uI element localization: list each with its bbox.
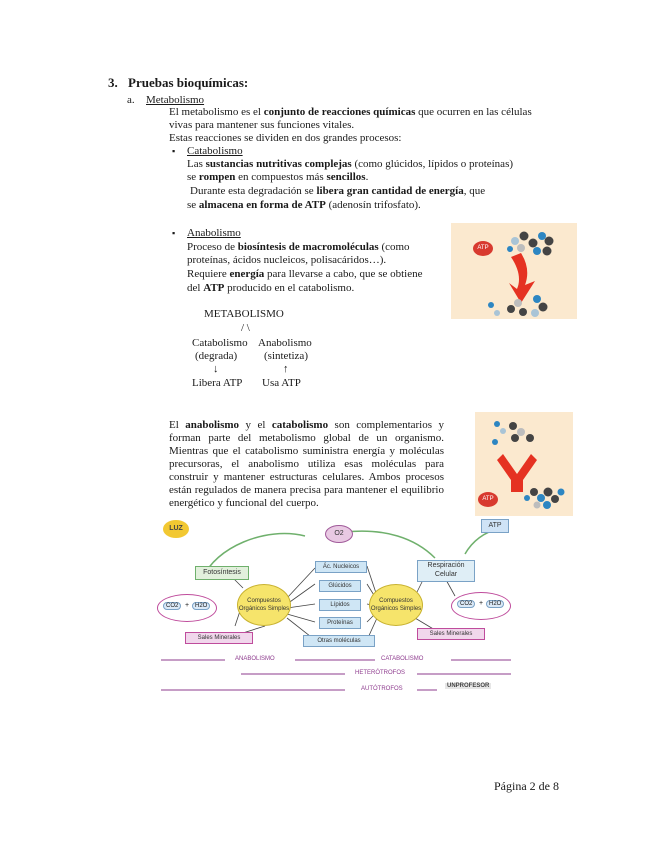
page-number: Página 2 de 8 [494,779,559,793]
co2-h2o-right [451,592,511,620]
bullet-icon: ▪ [172,228,176,238]
subsection-title: Metabolismo [146,94,205,106]
scheme-right-sub: (sintetiza) [264,350,308,362]
sales-minerales-left: Sales Minerales [185,632,253,644]
molecule-box: Lípidos [319,599,361,611]
co2-h2o-left [157,594,217,622]
scheme-top: METABOLISMO [204,308,284,320]
scheme-left-sub: (degrada) [195,350,238,362]
catabolismo-line-3: Durante esta degradación se libera gran cantidad de energía, que [190,185,486,197]
anabolismo-line-3: Requiere energía para llevarse a cabo, que se obtiene [187,268,423,280]
section-number: 3. [108,75,118,90]
anabolismo-title: Anabolismo [187,227,241,239]
respiracion-box: Respiración Celular [417,560,475,582]
complex-molecule-icon [507,232,554,256]
compuestos-left: Compuestos Orgánicos Simples [237,584,291,626]
molecule-box: Otras moléculas [303,635,375,647]
anabolism-illustration [475,412,573,516]
co2-label: CO2 [457,600,475,608]
scheme-left-bottom: Libera ATP [192,377,243,389]
catabolism-illustration [451,223,577,319]
bullet-icon: ▪ [172,146,176,156]
anabolismo-line-4: del ATP producido en el catabolismo. [187,282,355,294]
catabolismo-line-2: se rompen en compuestos más sencillos. [187,171,369,183]
scheme-right: Anabolismo [258,337,312,349]
intro-line-2: vivas para mantener sus funciones vitales. [169,119,355,131]
plus-icon: + [185,602,190,609]
anabolismo-label: ANABOLISMO [235,656,275,662]
luz-label: LUZ [163,520,189,538]
co2-label: CO2 [163,602,181,610]
catabolismo-label: CATABOLISMO [381,656,424,662]
o2-label: O2 [325,525,353,543]
fotosintesis-box: Fotosíntesis [195,566,249,580]
anabolismo-line-1: Proceso de biosíntesis de macromoléculas (como [187,241,410,253]
compuestos-right: Compuestos Orgánicos Simples [369,584,423,626]
atp-badge: ATP [478,492,498,507]
scheme-left-arrow: ↓ [213,363,219,375]
molecule-box: Ác. Nucleicos [315,561,367,573]
complex-molecule-icon [524,488,565,510]
red-merge-arrow-icon [497,454,537,492]
metabolism-diagram [155,518,523,700]
intro-line-1: El metabolismo es el conjunto de reacciones químicas que ocurren en las células [169,106,532,118]
red-arrow-icon [509,253,535,303]
molecule-box: Glúcidos [319,580,361,592]
catabolismo-title: Catabolismo [187,145,243,157]
subsection-marker: a. [127,94,135,106]
h2o-label: H2O [192,602,210,610]
anabolismo-line-2: proteínas, ácidos nucleicos, polisacáridos…). [187,254,387,266]
intro-line-3: Estas reacciones se dividen en dos grandes procesos: [169,132,402,144]
brand-logo: UNPROFESOR [447,683,490,689]
catabolismo-line-1: Las sustancias nutritivas complejas (como glúcidos, lípidos o proteínas) [187,158,514,170]
molecule-box: Proteínas [319,617,361,629]
autotrofos-label: AUTÓTROFOS [361,686,403,692]
simple-molecules-icon [488,295,548,317]
scheme-branches: / \ [241,322,250,334]
scheme-right-arrow: ↑ [283,363,289,375]
simple-molecules-icon [492,421,534,445]
scheme-left: Catabolismo [192,337,248,349]
atp-badge: ATP [473,241,493,256]
atp-label: ATP [481,519,509,533]
h2o-label: H2O [486,600,504,608]
closing-paragraph: El anabolismo y el catabolismo son complementarios y forman parte del metabolismo global de un organismo. Mientras que el catabolismo suministra energía y moléculas precursoras, el anabolismo utiliza esas moléculas para construir y mantener estructuras celulares. Ambos procesos están regulados de manera precisa para mantener el equilibrio energético y funcional del cuerpo. [169,419,444,509]
section-title: Pruebas bioquímicas: [128,75,249,90]
catabolismo-line-4: se almacena en forma de ATP (adenosín trifosfato). [187,199,421,211]
sales-minerales-right: Sales Minerales [417,628,485,640]
heterotrofos-label: HETERÓTROFOS [355,670,406,676]
plus-icon: + [479,600,484,607]
scheme-right-bottom: Usa ATP [262,377,301,389]
